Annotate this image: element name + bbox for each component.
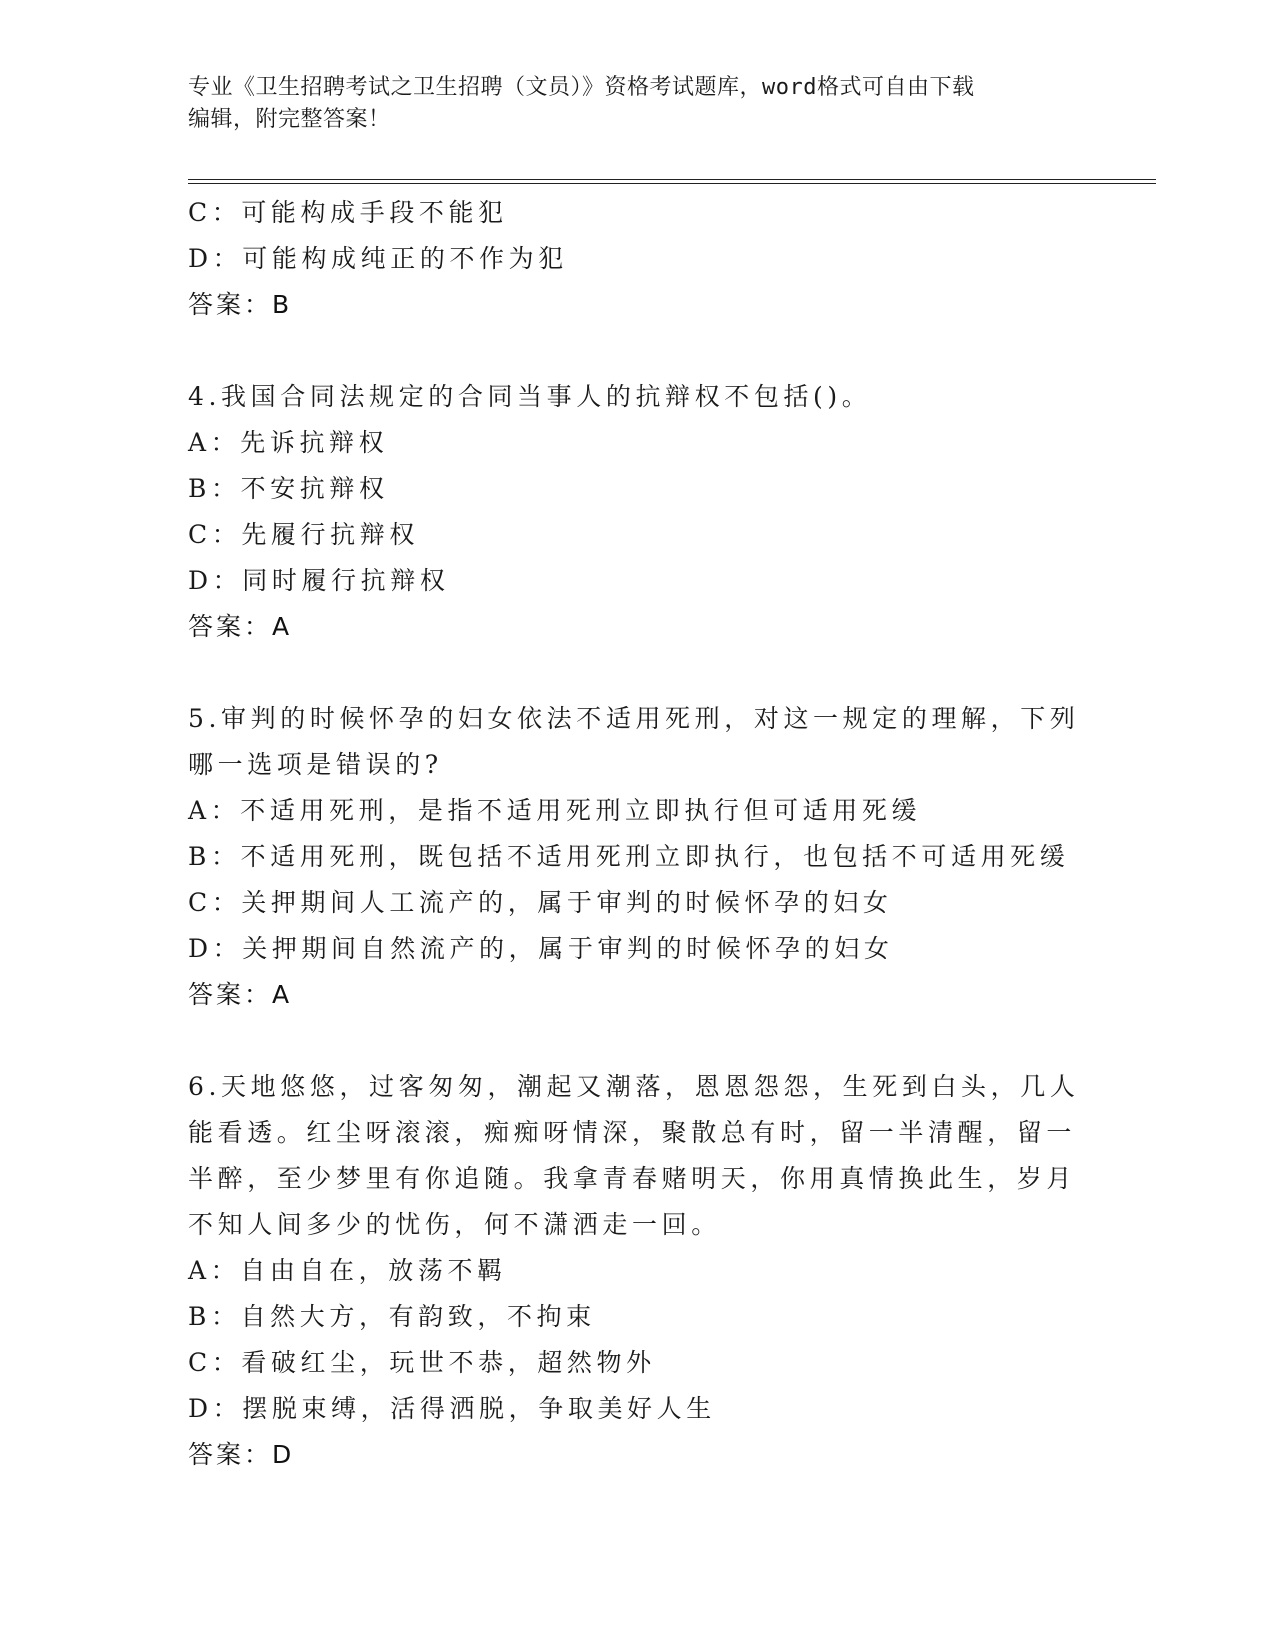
- option-d: D：关押期间自然流产的，属于审判的时候怀孕的妇女: [188, 934, 894, 963]
- document-header: [188, 72, 1088, 136]
- option-a: A：先诉抗辩权: [188, 428, 389, 457]
- option-b: B：不安抗辩权: [188, 474, 389, 503]
- question-4: [188, 374, 1088, 650]
- option-c: C：先履行抗辩权: [188, 520, 419, 549]
- header-divider-bottom: [188, 183, 1156, 184]
- answer-line: 答案：B: [188, 290, 293, 319]
- spacer: [188, 1018, 1088, 1064]
- question-stem: 哪一选项是错误的?: [188, 750, 443, 779]
- question-partial-3: [188, 190, 1088, 328]
- option-a: A：不适用死刑，是指不适用死刑立即执行但可适用死缓: [188, 796, 922, 825]
- question-stem: 能看透。红尘呀滚滚，痴痴呀情深，聚散总有时，留一半清醒，留一: [188, 1118, 1077, 1147]
- question-stem: 不知人间多少的忧伤，何不潇洒走一回。: [188, 1210, 721, 1239]
- answer-line: 答案：A: [188, 612, 293, 641]
- question-stem: 4.我国合同法规定的合同当事人的抗辩权不包括()。: [188, 382, 872, 411]
- answer-line: 答案：D: [188, 1440, 295, 1469]
- question-5: [188, 696, 1088, 1018]
- option-b: B：不适用死刑，既包括不适用死刑立即执行，也包括不可适用死缓: [188, 842, 1070, 871]
- option-c: C：看破红尘，玩世不恭，超然物外: [188, 1348, 656, 1377]
- option-c: C：可能构成手段不能犯: [188, 198, 508, 227]
- spacer: [188, 328, 1088, 374]
- header-divider-top: [188, 179, 1156, 180]
- question-stem: 半醉，至少梦里有你追随。我拿青春赌明天，你用真情换此生，岁月: [188, 1164, 1077, 1193]
- question-6: [188, 1064, 1088, 1478]
- header-line-1: 专业《卫生招聘考试之卫生招聘（文员）》资格考试题库，word格式可自由下载: [188, 75, 975, 100]
- question-list: [188, 190, 1088, 1478]
- question-stem: 6.天地悠悠，过客匆匆，潮起又潮落，恩恩怨怨，生死到白头，几人: [188, 1072, 1080, 1101]
- option-d: D：可能构成纯正的不作为犯: [188, 244, 568, 273]
- option-c: C：关押期间人工流产的，属于审判的时候怀孕的妇女: [188, 888, 893, 917]
- header-line-2: 编辑，附完整答案！: [188, 107, 391, 132]
- spacer: [188, 650, 1088, 696]
- option-d: D：同时履行抗辩权: [188, 566, 450, 595]
- option-d: D：摆脱束缚，活得洒脱，争取美好人生: [188, 1394, 716, 1423]
- option-b: B：自然大方，有韵致，不拘束: [188, 1302, 596, 1331]
- option-a: A：自由自在，放荡不羁: [188, 1256, 507, 1285]
- question-stem: 5.审判的时候怀孕的妇女依法不适用死刑，对这一规定的理解，下列: [188, 704, 1080, 733]
- answer-line: 答案：A: [188, 980, 293, 1009]
